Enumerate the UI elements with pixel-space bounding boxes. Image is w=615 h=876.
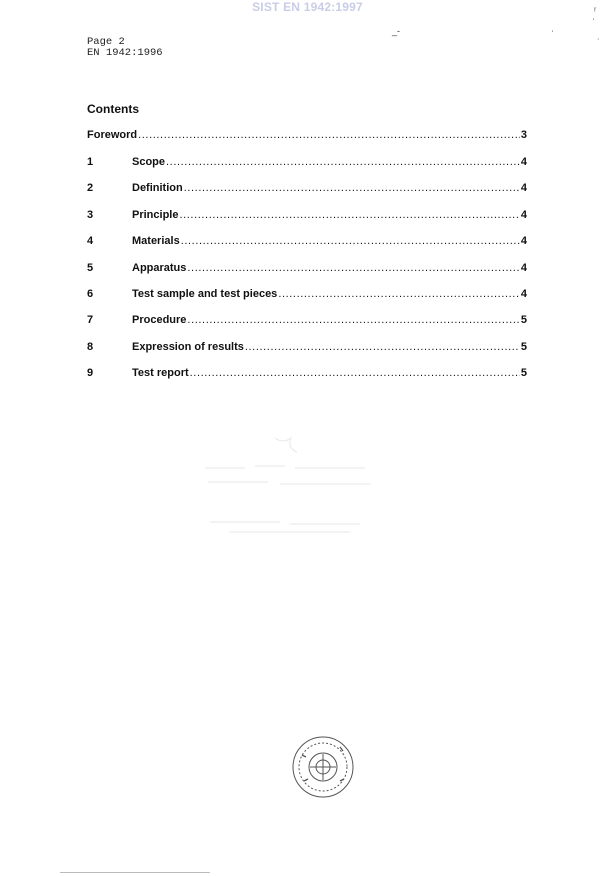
corner-speck: ʳ bbox=[594, 6, 597, 17]
toc-leader-dots bbox=[181, 234, 520, 248]
toc-entry-number: 9 bbox=[87, 367, 94, 380]
toc-leader-dots bbox=[166, 155, 520, 169]
toc-entry-title: Materials bbox=[132, 235, 180, 248]
toc-entry[interactable] bbox=[87, 313, 527, 327]
faint-background-marks bbox=[200, 430, 380, 540]
toc-entry-page: 3 bbox=[520, 129, 527, 141]
toc-entry[interactable] bbox=[87, 155, 527, 169]
toc-leader-dots bbox=[187, 313, 519, 327]
toc-entry-number: 5 bbox=[87, 261, 94, 274]
library-stamp-icon bbox=[290, 735, 356, 799]
page-number: Page 2 bbox=[87, 36, 125, 48]
toc-entry[interactable] bbox=[87, 234, 527, 248]
toc-entry-number: 3 bbox=[87, 208, 94, 221]
toc-entry-page: 4 bbox=[520, 235, 527, 248]
toc-leader-dots bbox=[179, 208, 519, 222]
toc-entry-number: 4 bbox=[87, 235, 94, 248]
toc-entry[interactable] bbox=[87, 261, 527, 275]
toc-entry-page: 4 bbox=[520, 208, 527, 221]
toc-entry-title: Expression of results bbox=[132, 340, 244, 353]
standard-id: EN 1942:1996 bbox=[87, 47, 163, 59]
toc-leader-dots bbox=[245, 340, 520, 354]
header-mark: _- bbox=[392, 26, 401, 36]
toc-entry-page: 4 bbox=[520, 156, 527, 168]
toc-entry[interactable] bbox=[87, 181, 527, 195]
toc-entry-page: 4 bbox=[520, 261, 527, 274]
toc-entry-page: 4 bbox=[520, 288, 527, 300]
toc-leader-dots bbox=[278, 287, 520, 301]
toc-entry-page: 4 bbox=[520, 182, 527, 195]
toc-entry-number: 8 bbox=[87, 340, 94, 353]
page-meta bbox=[87, 37, 163, 59]
toc-entry-title: Definition bbox=[132, 182, 183, 195]
toc-entry-foreword[interactable] bbox=[87, 128, 527, 142]
contents-heading: Contents bbox=[87, 102, 139, 116]
toc-leader-dots bbox=[187, 261, 519, 275]
toc-entry-number: 2 bbox=[87, 182, 94, 195]
toc-entry-title: Test sample and test pieces bbox=[132, 288, 278, 300]
toc-entry-page: 5 bbox=[520, 367, 527, 380]
toc-entry-number: 7 bbox=[87, 314, 94, 327]
watermark: SIST EN 1942:1997 bbox=[252, 0, 363, 14]
toc-entry-page: 5 bbox=[520, 314, 527, 327]
toc-entry-title: Test report bbox=[132, 367, 189, 380]
corner-speck: ˙ bbox=[597, 38, 601, 49]
toc-entry-number: 6 bbox=[87, 288, 94, 300]
toc-entry[interactable] bbox=[87, 366, 527, 380]
toc-leader-dots bbox=[184, 181, 520, 195]
toc-leader-dots bbox=[138, 128, 520, 142]
toc-entry-title: Foreword bbox=[87, 129, 138, 141]
corner-speck: ˈ bbox=[592, 18, 596, 29]
toc-entry[interactable] bbox=[87, 340, 527, 354]
toc-entry[interactable] bbox=[87, 208, 527, 222]
toc-entry-title: Apparatus bbox=[132, 261, 187, 274]
toc-entry-number: 1 bbox=[87, 156, 94, 168]
toc-entry[interactable] bbox=[87, 287, 527, 301]
toc-entry-title: Principle bbox=[132, 208, 179, 221]
toc-entry-page: 5 bbox=[520, 340, 527, 353]
corner-speck: ˌ bbox=[551, 22, 555, 33]
toc-leader-dots bbox=[190, 366, 520, 380]
footer-rule bbox=[60, 872, 210, 873]
toc-entry-title: Scope bbox=[132, 156, 166, 168]
toc-entry-title: Procedure bbox=[132, 314, 187, 327]
